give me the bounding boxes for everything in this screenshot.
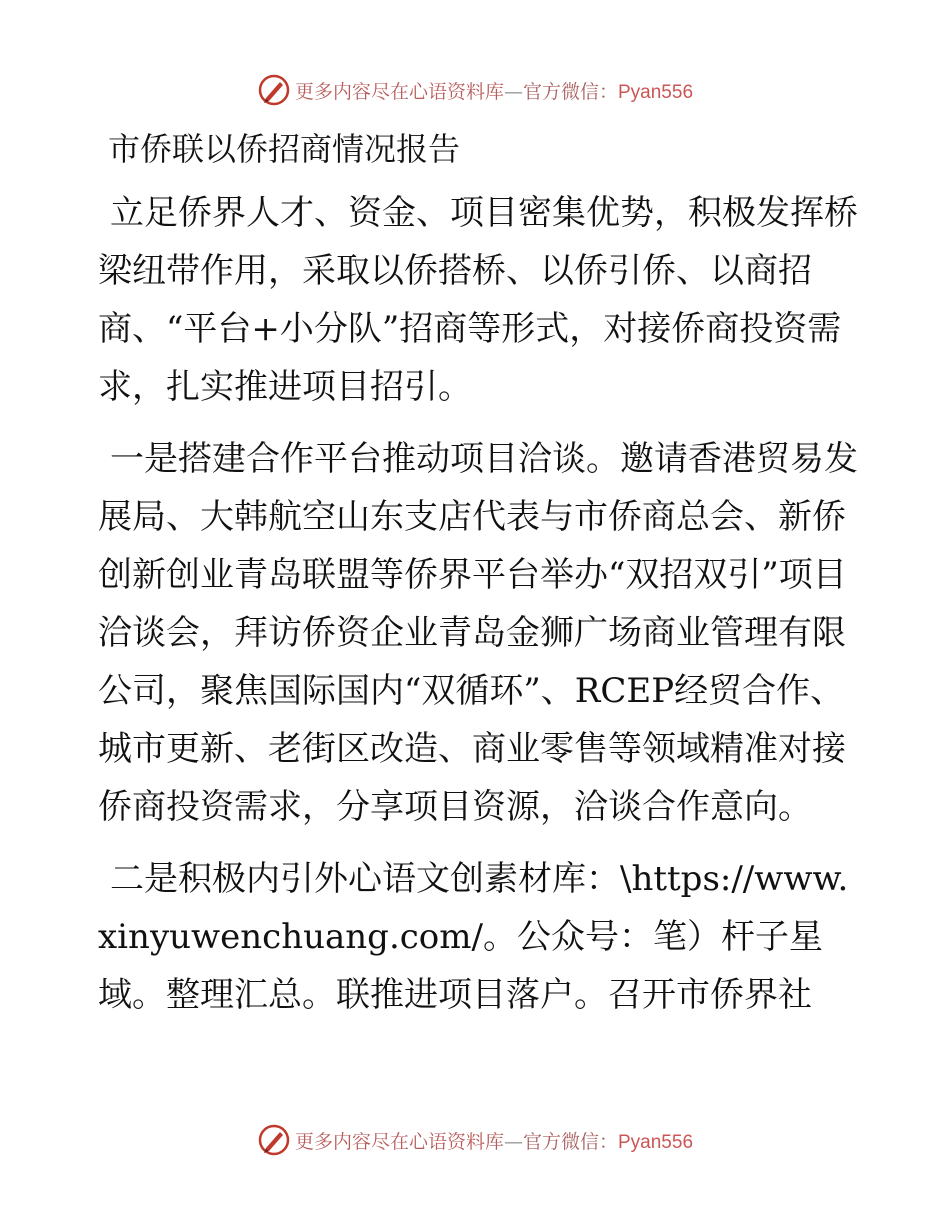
pen-logo-icon: [257, 73, 291, 107]
watermark-text: [295, 77, 693, 104]
paragraph-second-point: 二是积极内引外心语文创素材库：\https://www.xinyuwenchuang.com/。公众号：笔）杆子星域。整理汇总。联推进项目落户。召开市侨界社: [98, 859, 849, 1015]
watermark-text: [295, 1127, 693, 1154]
pen-logo-icon: [257, 1123, 291, 1157]
watermark-wechat-id: Pyan556: [618, 81, 694, 103]
watermark-site-text: 更多内容尽在心语资料库: [294, 1130, 504, 1153]
watermark-separator: —: [503, 80, 523, 103]
paragraph-first-point: 一是搭建合作平台推动项目洽谈。邀请香港贸易发展局、大韩航空山东支店代表与市侨商总会、新侨创新创业青岛联盟等侨界平台举办“双招双引”项目洽谈会，拜访侨资企业青岛金狮广场商业管理有限公司，聚焦国际国内“双循环”、RCEP经贸合作、城市更新、老街区改造、商业零售等领域精准对接侨商投资需求，分享项目资源，洽谈合作意向。: [98, 439, 858, 827]
watermark-banner-bottom: [0, 1120, 950, 1160]
watermark-wechat-label: 官方微信：: [522, 80, 618, 103]
watermark-separator: —: [503, 1130, 523, 1153]
document-body: [98, 118, 858, 1038]
watermark-site-text: 更多内容尽在心语资料库: [294, 80, 504, 103]
watermark-banner-top: [0, 70, 950, 110]
watermark-wechat-label: 官方微信：: [522, 1130, 618, 1153]
paragraph-intro: 立足侨界人才、资金、项目密集优势，积极发挥桥梁纽带作用，采取以侨搭桥、以侨引侨、以商招商、“平台+小分队”招商等形式，对接侨商投资需求，扎实推进项目招引。: [98, 193, 858, 407]
document-title: 市侨联以侨招商情况报告: [108, 130, 461, 168]
watermark-wechat-id: Pyan556: [618, 1131, 694, 1153]
